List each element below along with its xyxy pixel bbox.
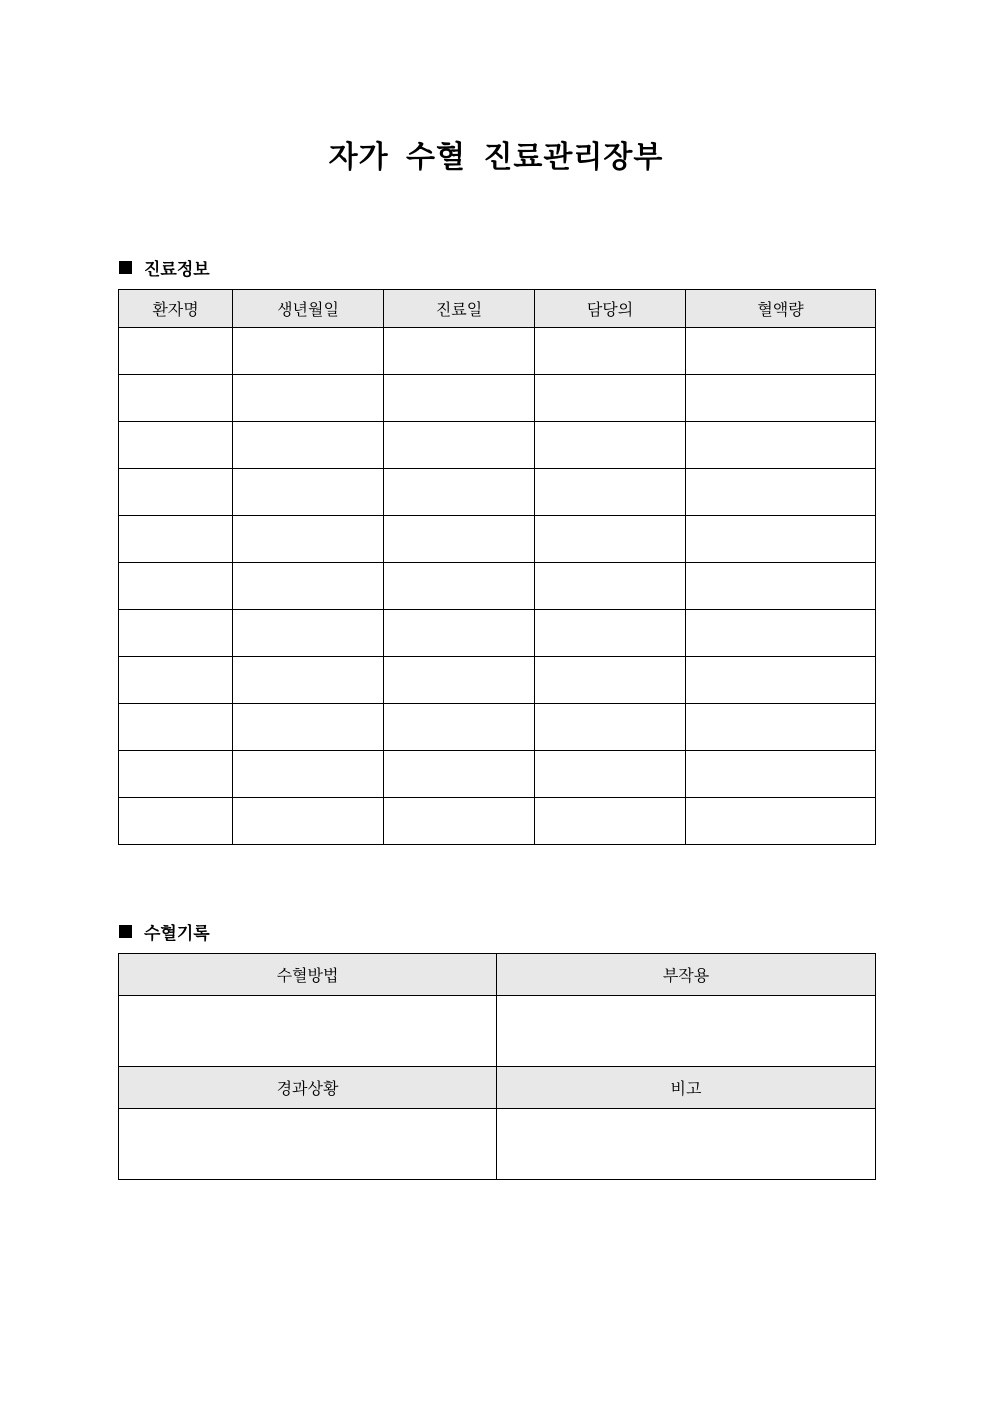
cell-blood-volume[interactable] (686, 469, 876, 516)
cell-treatment-date[interactable] (384, 751, 535, 798)
cell-doctor[interactable] (535, 798, 686, 845)
cell-treatment-date[interactable] (384, 798, 535, 845)
table-header-row (119, 1067, 876, 1109)
cell-doctor[interactable] (535, 563, 686, 610)
cell-doctor[interactable] (535, 328, 686, 375)
cell-blood-volume[interactable] (686, 422, 876, 469)
label-transfusion-method: 수혈방법 (119, 954, 497, 996)
cell-patient-name[interactable] (119, 751, 233, 798)
cell-patient-name[interactable] (119, 516, 233, 563)
treatment-info-table (118, 289, 876, 845)
cell-treatment-date[interactable] (384, 469, 535, 516)
table-row (119, 422, 876, 469)
table-row (119, 328, 876, 375)
cell-birth-date[interactable] (233, 563, 384, 610)
cell-patient-name[interactable] (119, 328, 233, 375)
cell-birth-date[interactable] (233, 610, 384, 657)
section-heading-record (119, 919, 210, 944)
cell-treatment-date[interactable] (384, 375, 535, 422)
document-title: 자가 수혈 진료관리장부 (328, 140, 664, 175)
label-note: 비고 (497, 1067, 876, 1109)
cell-blood-volume[interactable] (686, 516, 876, 563)
cell-blood-volume[interactable] (686, 704, 876, 751)
table-row (119, 1109, 876, 1180)
cell-patient-name[interactable] (119, 657, 233, 704)
cell-treatment-date[interactable] (384, 422, 535, 469)
cell-doctor[interactable] (535, 751, 686, 798)
table-row (119, 704, 876, 751)
column-header-doctor: 담당의 (535, 290, 686, 328)
cell-birth-date[interactable] (233, 704, 384, 751)
cell-treatment-date[interactable] (384, 657, 535, 704)
field-progress[interactable] (119, 1109, 497, 1180)
section-heading-record-label: 수혈기록 (144, 924, 210, 944)
cell-blood-volume[interactable] (686, 563, 876, 610)
cell-patient-name[interactable] (119, 375, 233, 422)
column-header-blood-volume: 혈액량 (686, 290, 876, 328)
cell-birth-date[interactable] (233, 751, 384, 798)
cell-birth-date[interactable] (233, 375, 384, 422)
table-row (119, 375, 876, 422)
section-heading-info (119, 255, 210, 280)
transfusion-record-table (118, 953, 876, 1180)
cell-birth-date[interactable] (233, 798, 384, 845)
cell-treatment-date[interactable] (384, 516, 535, 563)
square-bullet-icon (119, 925, 132, 938)
cell-blood-volume[interactable] (686, 657, 876, 704)
label-progress: 경과상황 (119, 1067, 497, 1109)
cell-blood-volume[interactable] (686, 375, 876, 422)
cell-patient-name[interactable] (119, 798, 233, 845)
cell-blood-volume[interactable] (686, 610, 876, 657)
cell-blood-volume[interactable] (686, 328, 876, 375)
cell-treatment-date[interactable] (384, 610, 535, 657)
cell-blood-volume[interactable] (686, 798, 876, 845)
table-row (119, 516, 876, 563)
cell-doctor[interactable] (535, 516, 686, 563)
cell-patient-name[interactable] (119, 610, 233, 657)
column-header-patient-name: 환자명 (119, 290, 233, 328)
table-row (119, 610, 876, 657)
table-row (119, 563, 876, 610)
table-row (119, 996, 876, 1067)
cell-doctor[interactable] (535, 610, 686, 657)
cell-birth-date[interactable] (233, 516, 384, 563)
cell-treatment-date[interactable] (384, 563, 535, 610)
table-header-row (119, 954, 876, 996)
cell-patient-name[interactable] (119, 422, 233, 469)
field-transfusion-method[interactable] (119, 996, 497, 1067)
square-bullet-icon (119, 261, 132, 274)
cell-birth-date[interactable] (233, 422, 384, 469)
cell-doctor[interactable] (535, 704, 686, 751)
section-heading-info-label: 진료정보 (144, 260, 210, 280)
table-row (119, 469, 876, 516)
cell-patient-name[interactable] (119, 563, 233, 610)
cell-doctor[interactable] (535, 657, 686, 704)
cell-treatment-date[interactable] (384, 704, 535, 751)
cell-doctor[interactable] (535, 469, 686, 516)
column-header-treatment-date: 진료일 (384, 290, 535, 328)
cell-doctor[interactable] (535, 422, 686, 469)
cell-doctor[interactable] (535, 375, 686, 422)
cell-birth-date[interactable] (233, 657, 384, 704)
cell-birth-date[interactable] (233, 328, 384, 375)
label-side-effect: 부작용 (497, 954, 876, 996)
table-row (119, 751, 876, 798)
table-row (119, 657, 876, 704)
field-note[interactable] (497, 1109, 876, 1180)
field-side-effect[interactable] (497, 996, 876, 1067)
table-header-row (119, 290, 876, 328)
cell-patient-name[interactable] (119, 704, 233, 751)
column-header-birth-date: 생년월일 (233, 290, 384, 328)
cell-treatment-date[interactable] (384, 328, 535, 375)
cell-blood-volume[interactable] (686, 751, 876, 798)
cell-patient-name[interactable] (119, 469, 233, 516)
table-row (119, 798, 876, 845)
cell-birth-date[interactable] (233, 469, 384, 516)
